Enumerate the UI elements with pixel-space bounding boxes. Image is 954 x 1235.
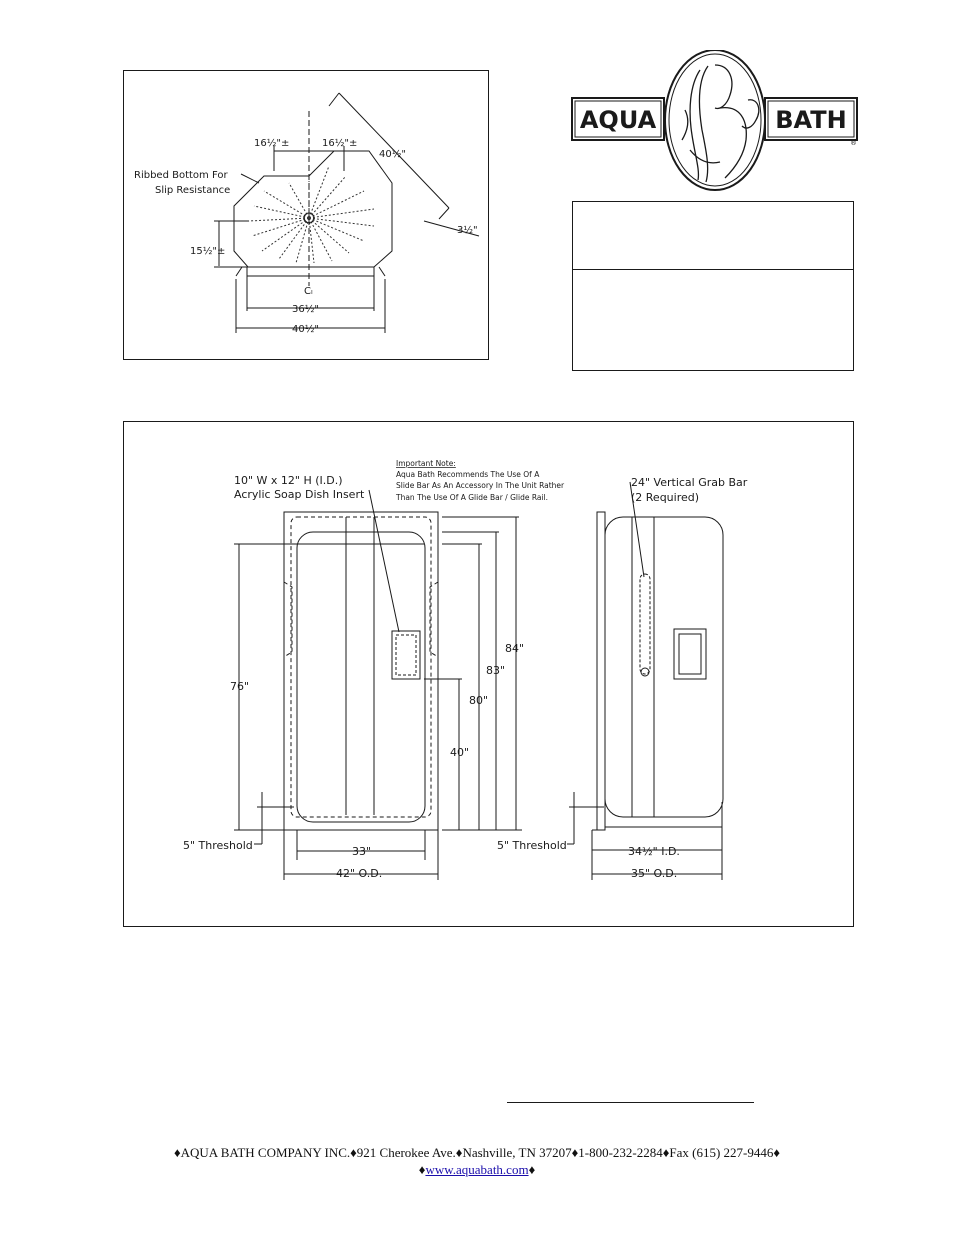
width-35-od: 35" O.D. (631, 867, 678, 880)
note-title: Important Note: (396, 459, 456, 468)
base-outline (234, 151, 392, 267)
logo-left-text: AQUA (579, 106, 657, 134)
height-84: 84" (505, 642, 525, 655)
threshold-left-label: 5" Threshold (183, 839, 253, 852)
aqua-bath-logo (570, 50, 860, 195)
plan-half-width-left: 16½"± (254, 138, 290, 149)
diamond-left: ♦ (418, 1162, 426, 1177)
note-line3: Than The Use Of A Glide Bar / Glide Rail. (396, 493, 549, 502)
elevation-view-drawing (124, 422, 855, 928)
plan-depth-dimension: 15½"± (190, 246, 226, 257)
plan-diag-dimension: 40½" (379, 149, 407, 160)
logo-mermaid-emblem (570, 50, 860, 195)
grab-bar-label-line1: 24" Vertical Grab Bar (631, 476, 748, 489)
grab-bar-label-line2: (2 Required) (631, 491, 700, 504)
soap-dish-label-line1: 10" W x 12" H (I.D.) (234, 474, 343, 487)
front-unit-interior (297, 532, 425, 822)
width-34-5-id: 34½" I.D. (628, 845, 680, 858)
plan-inner-width: 36½" (292, 304, 320, 315)
logo-registered-mark: ® (850, 139, 857, 147)
website-line (0, 1162, 954, 1178)
plan-view-frame (123, 70, 489, 360)
company-address: ♦AQUA BATH COMPANY INC.♦921 Cherokee Ave.♦Nashville, TN 37207♦1-800-232-2284♦Fax (615) 227-9446♦ (174, 1145, 780, 1160)
width-33: 33" (352, 845, 372, 858)
diamond-right: ♦ (528, 1162, 536, 1177)
logo-right-text: BATH (775, 106, 847, 134)
side-unit-body (605, 517, 723, 817)
base-threshold (247, 267, 374, 276)
height-83: 83" (486, 664, 506, 677)
soap-dish-label-line2: Acrylic Soap Dish Insert (234, 488, 365, 501)
centerline-mark: Cₗ (304, 286, 313, 297)
plan-offset-dimension: 3½" (457, 225, 478, 236)
specification-divider (573, 269, 853, 270)
note-line2: Slide Bar As An Accessory In The Unit Rather (396, 481, 565, 490)
ribbed-label-line1: Ribbed Bottom For (134, 170, 228, 181)
height-76: 76" (230, 680, 250, 693)
plan-half-width-right: 16½"± (322, 138, 358, 149)
height-80: 80" (469, 694, 489, 707)
front-unit-outline (284, 512, 438, 830)
note-line1: Aqua Bath Recommends The Use Of A (396, 470, 540, 479)
plan-outer-width: 40½" (292, 324, 320, 335)
ribbed-label-line2: Slip Resistance (155, 185, 231, 196)
grab-bar-outline (640, 574, 650, 674)
specification-box (572, 201, 854, 371)
width-42-od: 42" O.D. (336, 867, 383, 880)
threshold-right-label: 5" Threshold (497, 839, 567, 852)
website-link[interactable]: www.aquabath.com (425, 1162, 529, 1177)
height-40: 40" (450, 746, 470, 759)
signature-line (507, 1102, 754, 1103)
elevation-view-frame (123, 421, 854, 927)
side-unit-wall (597, 512, 605, 830)
plan-view-drawing (124, 71, 490, 361)
